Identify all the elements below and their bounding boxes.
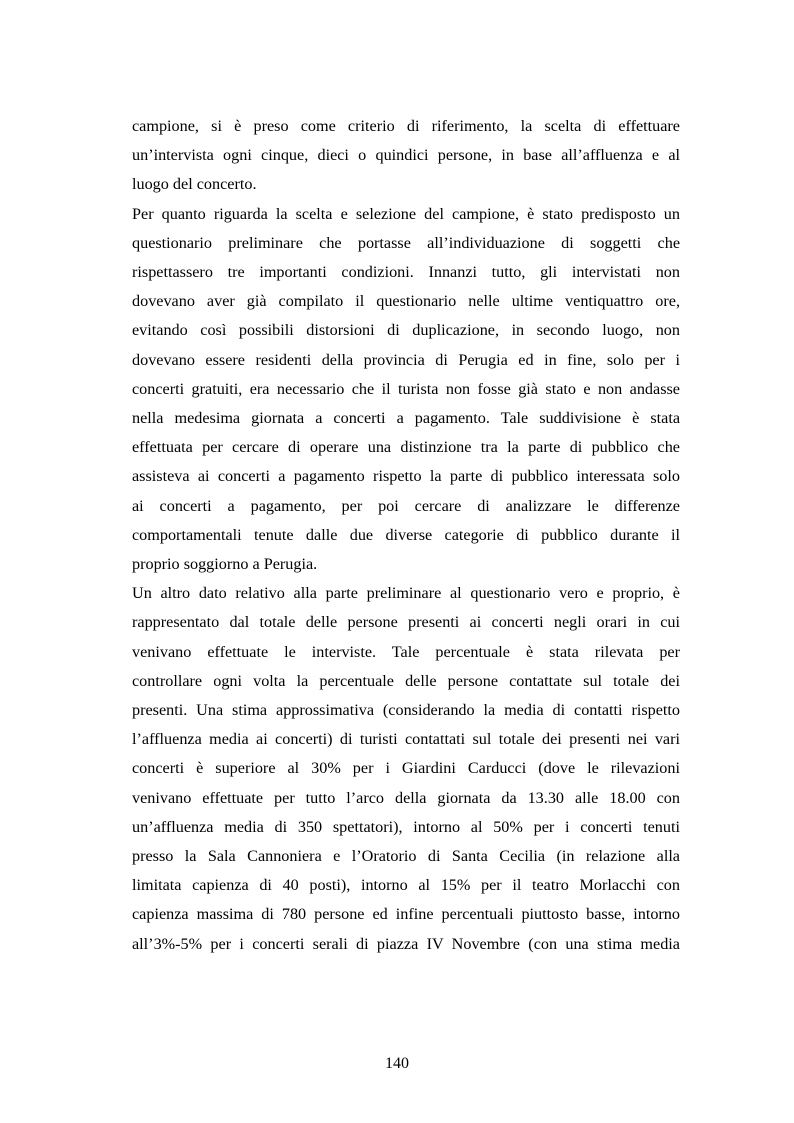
text-line: nella medesima giornata a concerti a pagamento. Tale suddivisione è stata — [132, 409, 680, 428]
text-line: limitata capienza di 40 posti), intorno al 15% per il teatro Morlacchi con — [132, 876, 680, 895]
text-line: controllare ogni volta la percentuale delle persone contattate sul totale dei — [132, 671, 680, 690]
text-line: un’intervista ogni cinque, dieci o quindici persone, in base all’affluenza e al — [132, 146, 680, 165]
text-line: capienza massima di 780 persone ed infine percentuali piuttosto basse, intorno — [132, 905, 680, 924]
text-line: venivano effettuate per tutto l’arco della giornata da 13.30 alle 18.00 con — [132, 788, 680, 807]
text-line: proprio soggiorno a Perugia. — [132, 555, 318, 574]
text-line: Un altro dato relativo alla parte preliminare al questionario vero e proprio, è — [132, 584, 680, 603]
text-line: all’3%-5% per i concerti serali di piazza IV Novembre (con una stima media — [132, 934, 680, 953]
text-line: evitando così possibili distorsioni di duplicazione, in secondo luogo, non — [132, 321, 680, 340]
text-line: venivano effettuate le interviste. Tale percentuale è stata rilevata per — [132, 642, 680, 661]
text-line: comportamentali tenute dalle due diverse categorie di pubblico durante il — [132, 525, 680, 544]
text-line: l’affluenza media ai concerti) di turisti contattati sul totale dei presenti nei vari — [132, 730, 680, 749]
text-line: assisteva ai concerti a pagamento rispetto la parte di pubblico interessata solo — [132, 467, 680, 486]
text-line: questionario preliminare che portasse all’individuazione di soggetti che — [132, 233, 680, 252]
text-line: concerti è superiore al 30% per i Giardini Carducci (dove le rilevazioni — [132, 759, 680, 778]
document-body — [132, 112, 680, 959]
text-line: rispettassero tre importanti condizioni. Innanzi tutto, gli intervistati non — [132, 263, 680, 282]
text-line: dovevano aver già compilato il questionario nelle ultime ventiquattro ore, — [132, 292, 680, 311]
text-line: concerti gratuiti, era necessario che il turista non fosse già stato e non andasse — [132, 379, 680, 398]
text-line: presso la Sala Cannoniera e l’Oratorio di Santa Cecilia (in relazione alla — [132, 847, 680, 866]
text-line: dovevano essere residenti della provincia di Perugia ed in fine, solo per i — [132, 350, 680, 369]
text-line: luogo del concerto. — [132, 175, 257, 194]
text-line: campione, si è preso come criterio di riferimento, la scelta di effettuare — [132, 117, 680, 135]
page-number: 140 — [385, 1055, 409, 1072]
text-line: effettuata per cercare di operare una distinzione tra la parte di pubblico che — [132, 438, 680, 457]
paragraph — [132, 112, 680, 200]
text-line: ai concerti a pagamento, per poi cercare di analizzare le differenze — [132, 496, 680, 515]
text-line: Per quanto riguarda la scelta e selezione del campione, è stato predisposto un — [132, 204, 680, 223]
paragraph — [132, 200, 680, 580]
text-line: presenti. Una stima approssimativa (considerando la media di contatti rispetto — [132, 701, 680, 720]
text-line: un’affluenza media di 350 spettatori), intorno al 50% per i concerti tenuti — [132, 817, 680, 836]
text-line: rappresentato dal totale delle persone presenti ai concerti negli orari in cui — [132, 613, 680, 632]
paragraph — [132, 579, 680, 959]
